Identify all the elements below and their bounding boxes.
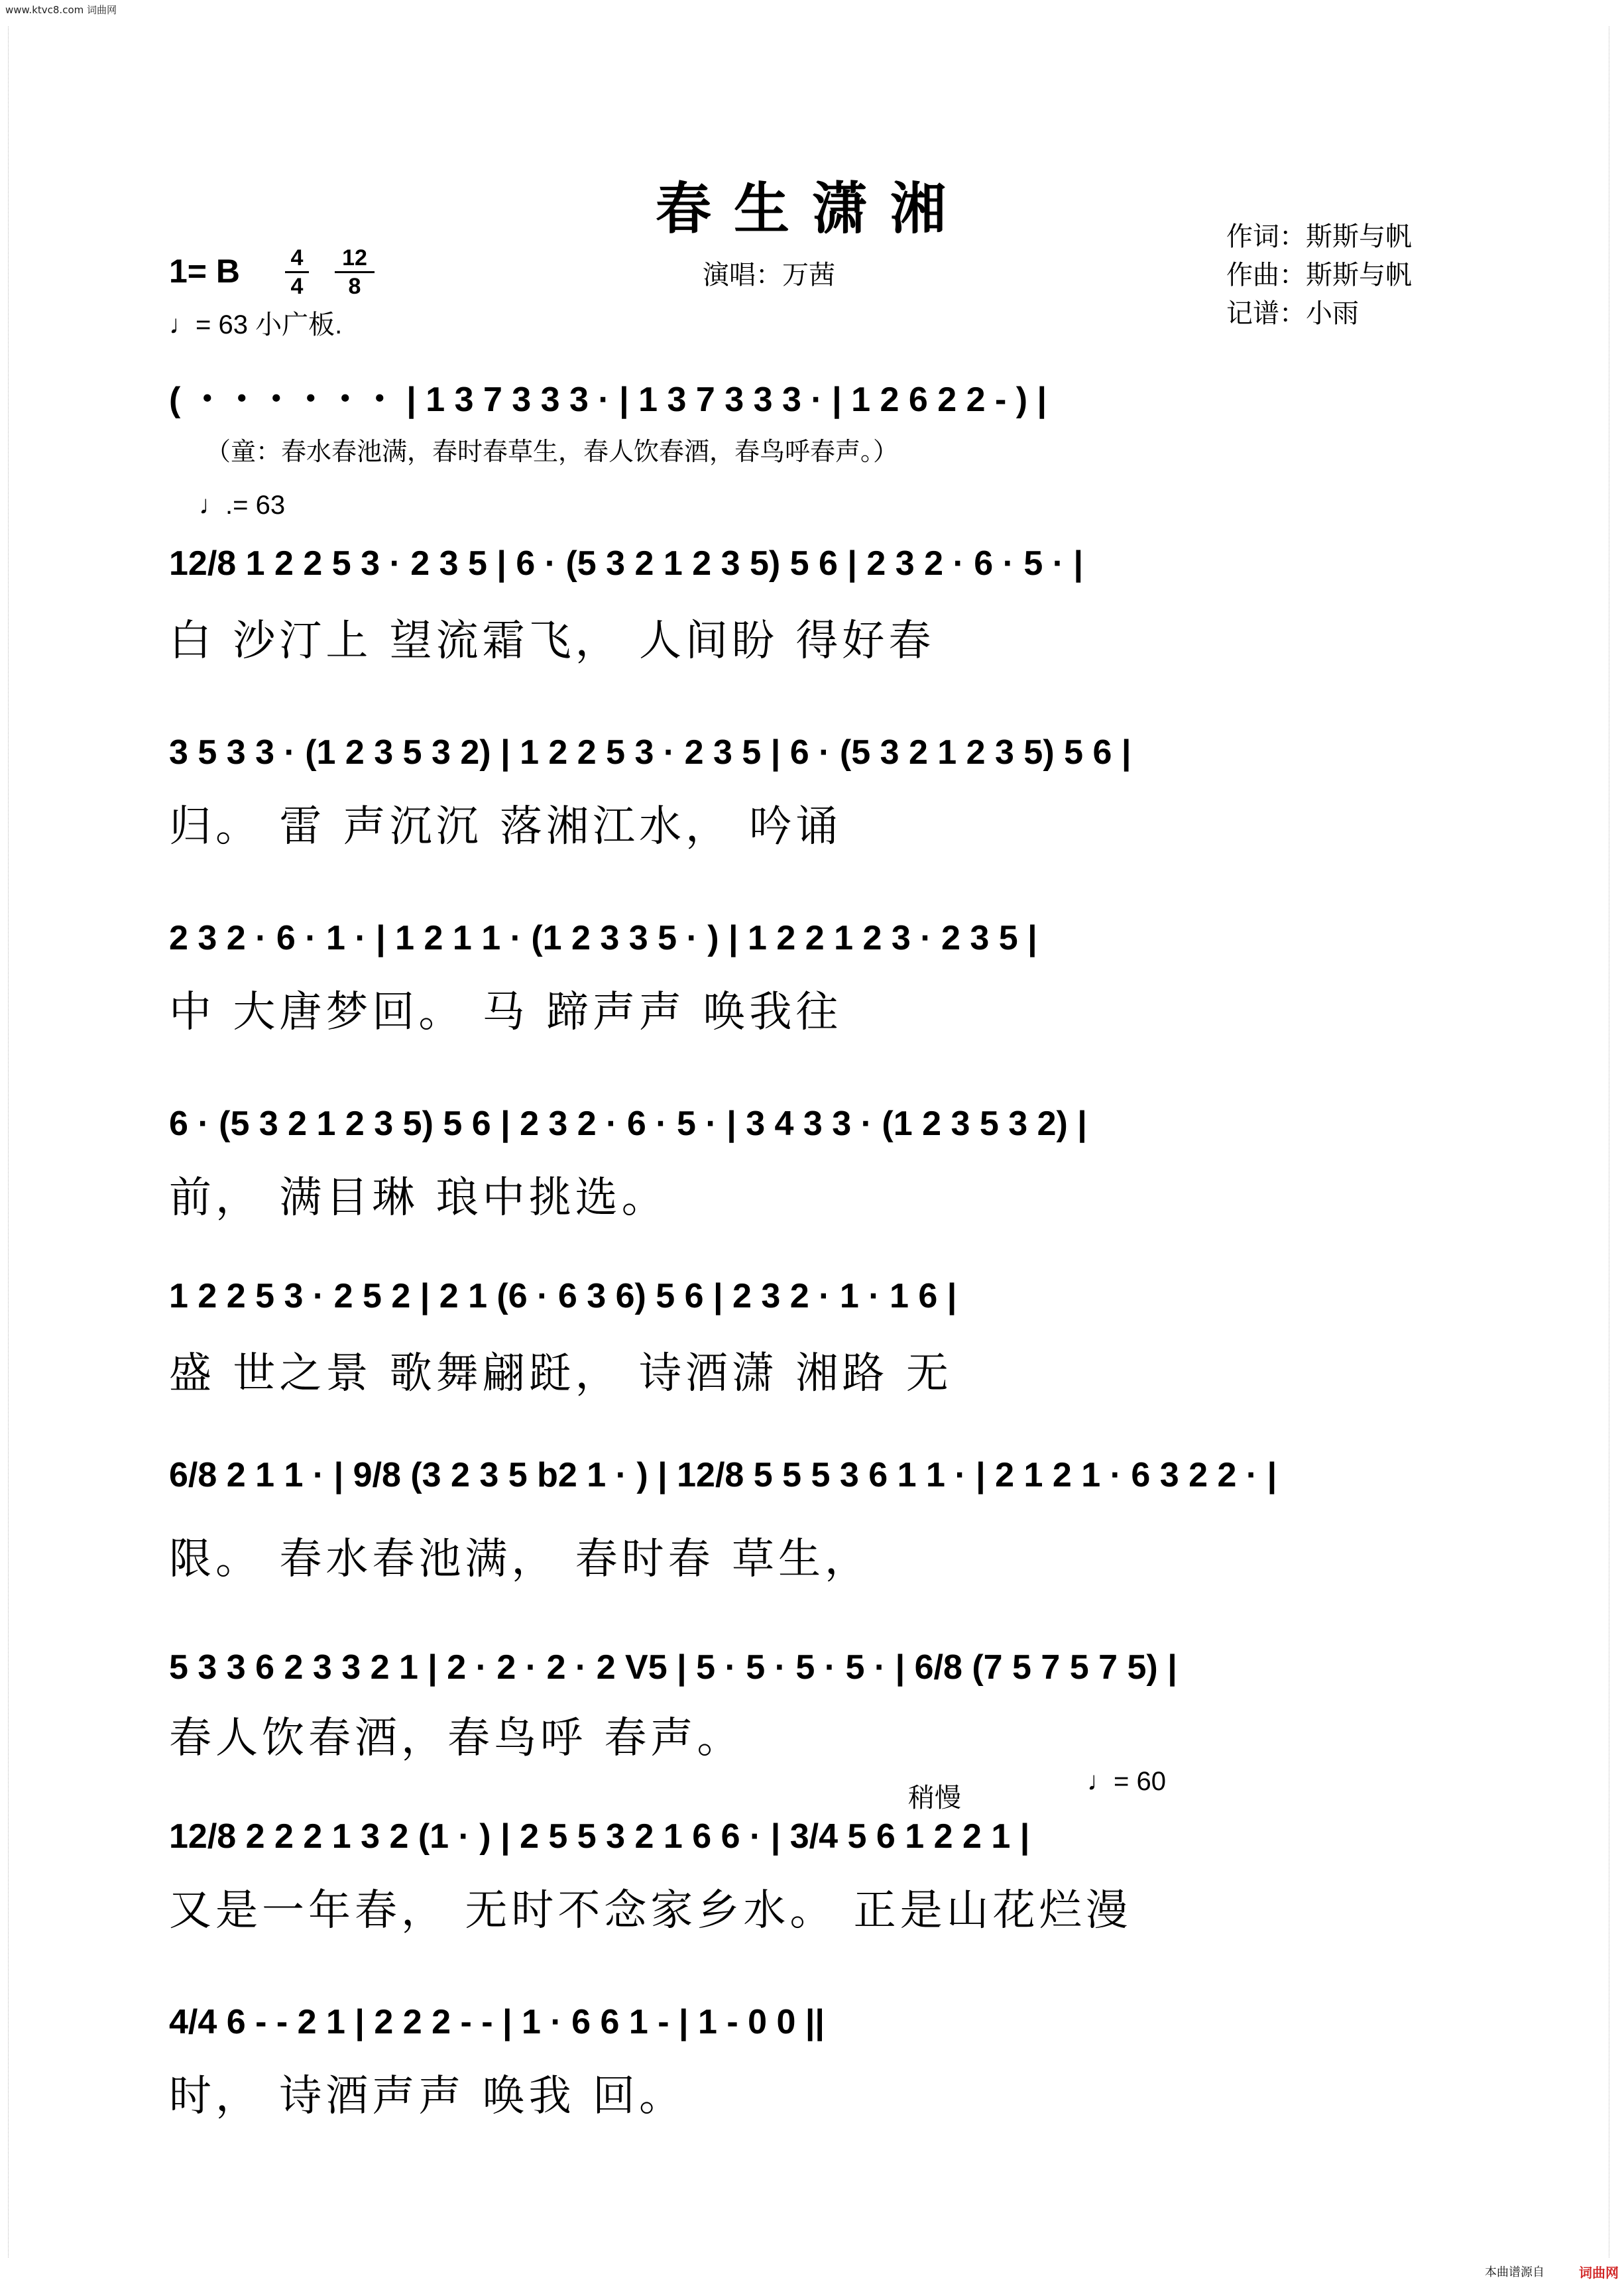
tempo-initial: ♩= 63 小广板.: [169, 310, 343, 339]
credit-transcriber: 记谱：小雨: [1226, 298, 1359, 329]
row-8-lyrics: 又是一年春， 无时不念家乡水。 正是山花烂漫: [169, 1886, 1132, 1935]
credit-composer: 作曲：斯斯与帆: [1226, 260, 1412, 290]
row-4-notes: 6 · (5 3 2 1 2 3 5) 5 6 | 2 3 2 · 6 · 5 · | 3 4 3 3 · (1 2 3 5 3 2) |: [169, 1105, 1087, 1143]
time-signature-12-8: 12 8: [335, 245, 375, 299]
row-9-notes: 4/4 6 - - 2 1 | 2 2 2 - - | 1 · 6 6 1 - | 1 - 0 0 ||: [169, 2003, 825, 2041]
row-6-lyrics: 限。 春水春池满， 春时春 草生，: [169, 1535, 872, 1584]
row-8-notes: 12/8 2 2 2 1 3 2 (1 · ) | 2 5 5 3 2 1 6 6 · | 3/4 5 6 1 2 2 1 |: [169, 1817, 1030, 1856]
child-note: （童：春水春池满，春时春草生，春人饮春酒，春鸟呼春声。）: [205, 437, 899, 466]
row-7-lyrics: 春人饮春酒，春鸟呼 春声。: [169, 1714, 744, 1763]
row-5-notes: 1 2 2 5 3 · 2 5 2 | 2 1 (6 · 6 3 6) 5 6 | 2 3 2 · 1 · 1 6 |: [169, 1277, 957, 1315]
footer-source: 本曲谱源自: [1485, 2265, 1544, 2279]
row-2-lyrics: 归。 雷 声沉沉 落湘江水， 吟诵: [169, 802, 842, 851]
singer: 演唱：万茜: [703, 260, 835, 290]
row-5-lyrics: 盛 世之景 歌舞翩跹， 诗酒潇 湘路 无: [169, 1349, 953, 1398]
footer-logo: 词曲网: [1579, 2265, 1619, 2281]
right-margin-strip: [1609, 27, 1616, 2257]
row-4-lyrics: 前， 满目琳 琅中挑选。: [169, 1173, 668, 1223]
row-3-lyrics: 中 大唐梦回。 马 蹄声声 唤我往: [169, 988, 842, 1037]
row-1-lyrics: 白 沙汀上 望流霜飞， 人间盼 得好春: [169, 617, 935, 666]
site-header: www.ktvc8.com 词曲网: [5, 4, 117, 16]
row-6-notes: 6/8 2 1 1 · | 9/8 (3 2 3 5 b2 1 · ) | 12/8 5 5 5 3 6 1 1 · | 2 1 2 1 · 6 3 2 2 · |: [169, 1456, 1277, 1494]
time-signature-4-4: 4 4: [285, 245, 309, 299]
key-signature: 1= B: [169, 253, 241, 290]
song-title: 春生潇湘: [655, 176, 968, 241]
tempo-dotted: ♩.= 63: [199, 491, 286, 520]
tempo-60: ♩= 60: [1087, 1767, 1166, 1796]
row-2-notes: 3 5 3 3 · (1 2 3 5 3 2) | 1 2 2 5 3 · 2 3 5 | 6 · (5 3 2 1 2 3 5) 5 6 |: [169, 733, 1131, 772]
credit-lyricist: 作词：斯斯与帆: [1226, 221, 1412, 252]
row-1-notes: 12/8 1 2 2 5 3 · 2 3 5 | 6 · (5 3 2 1 2 3 5) 5 6 | 2 3 2 · 6 · 5 · |: [169, 544, 1084, 583]
row-7-notes: 5 3 3 6 2 3 3 2 1 | 2 · 2 · 2 · 2 V5 | 5 · 5 · 5 · 5 · | 6/8 (7 5 7 5 7 5) |: [169, 1648, 1177, 1687]
tempo-slower: 稍慢: [908, 1783, 961, 1813]
row-9-lyrics: 时， 诗酒声声 唤我 回。: [169, 2072, 686, 2121]
intro-notes: ( ・・・・・・ | 1 3 7 3 3 3 · | 1 3 7 3 3 3 · | 1 2 6 2 2 - ) |: [169, 381, 1047, 419]
left-margin-strip: [8, 27, 15, 2257]
row-3-notes: 2 3 2 · 6 · 1 · | 1 2 1 1 · (1 2 3 3 5 · ) | 1 2 2 1 2 3 · 2 3 5 |: [169, 919, 1037, 957]
